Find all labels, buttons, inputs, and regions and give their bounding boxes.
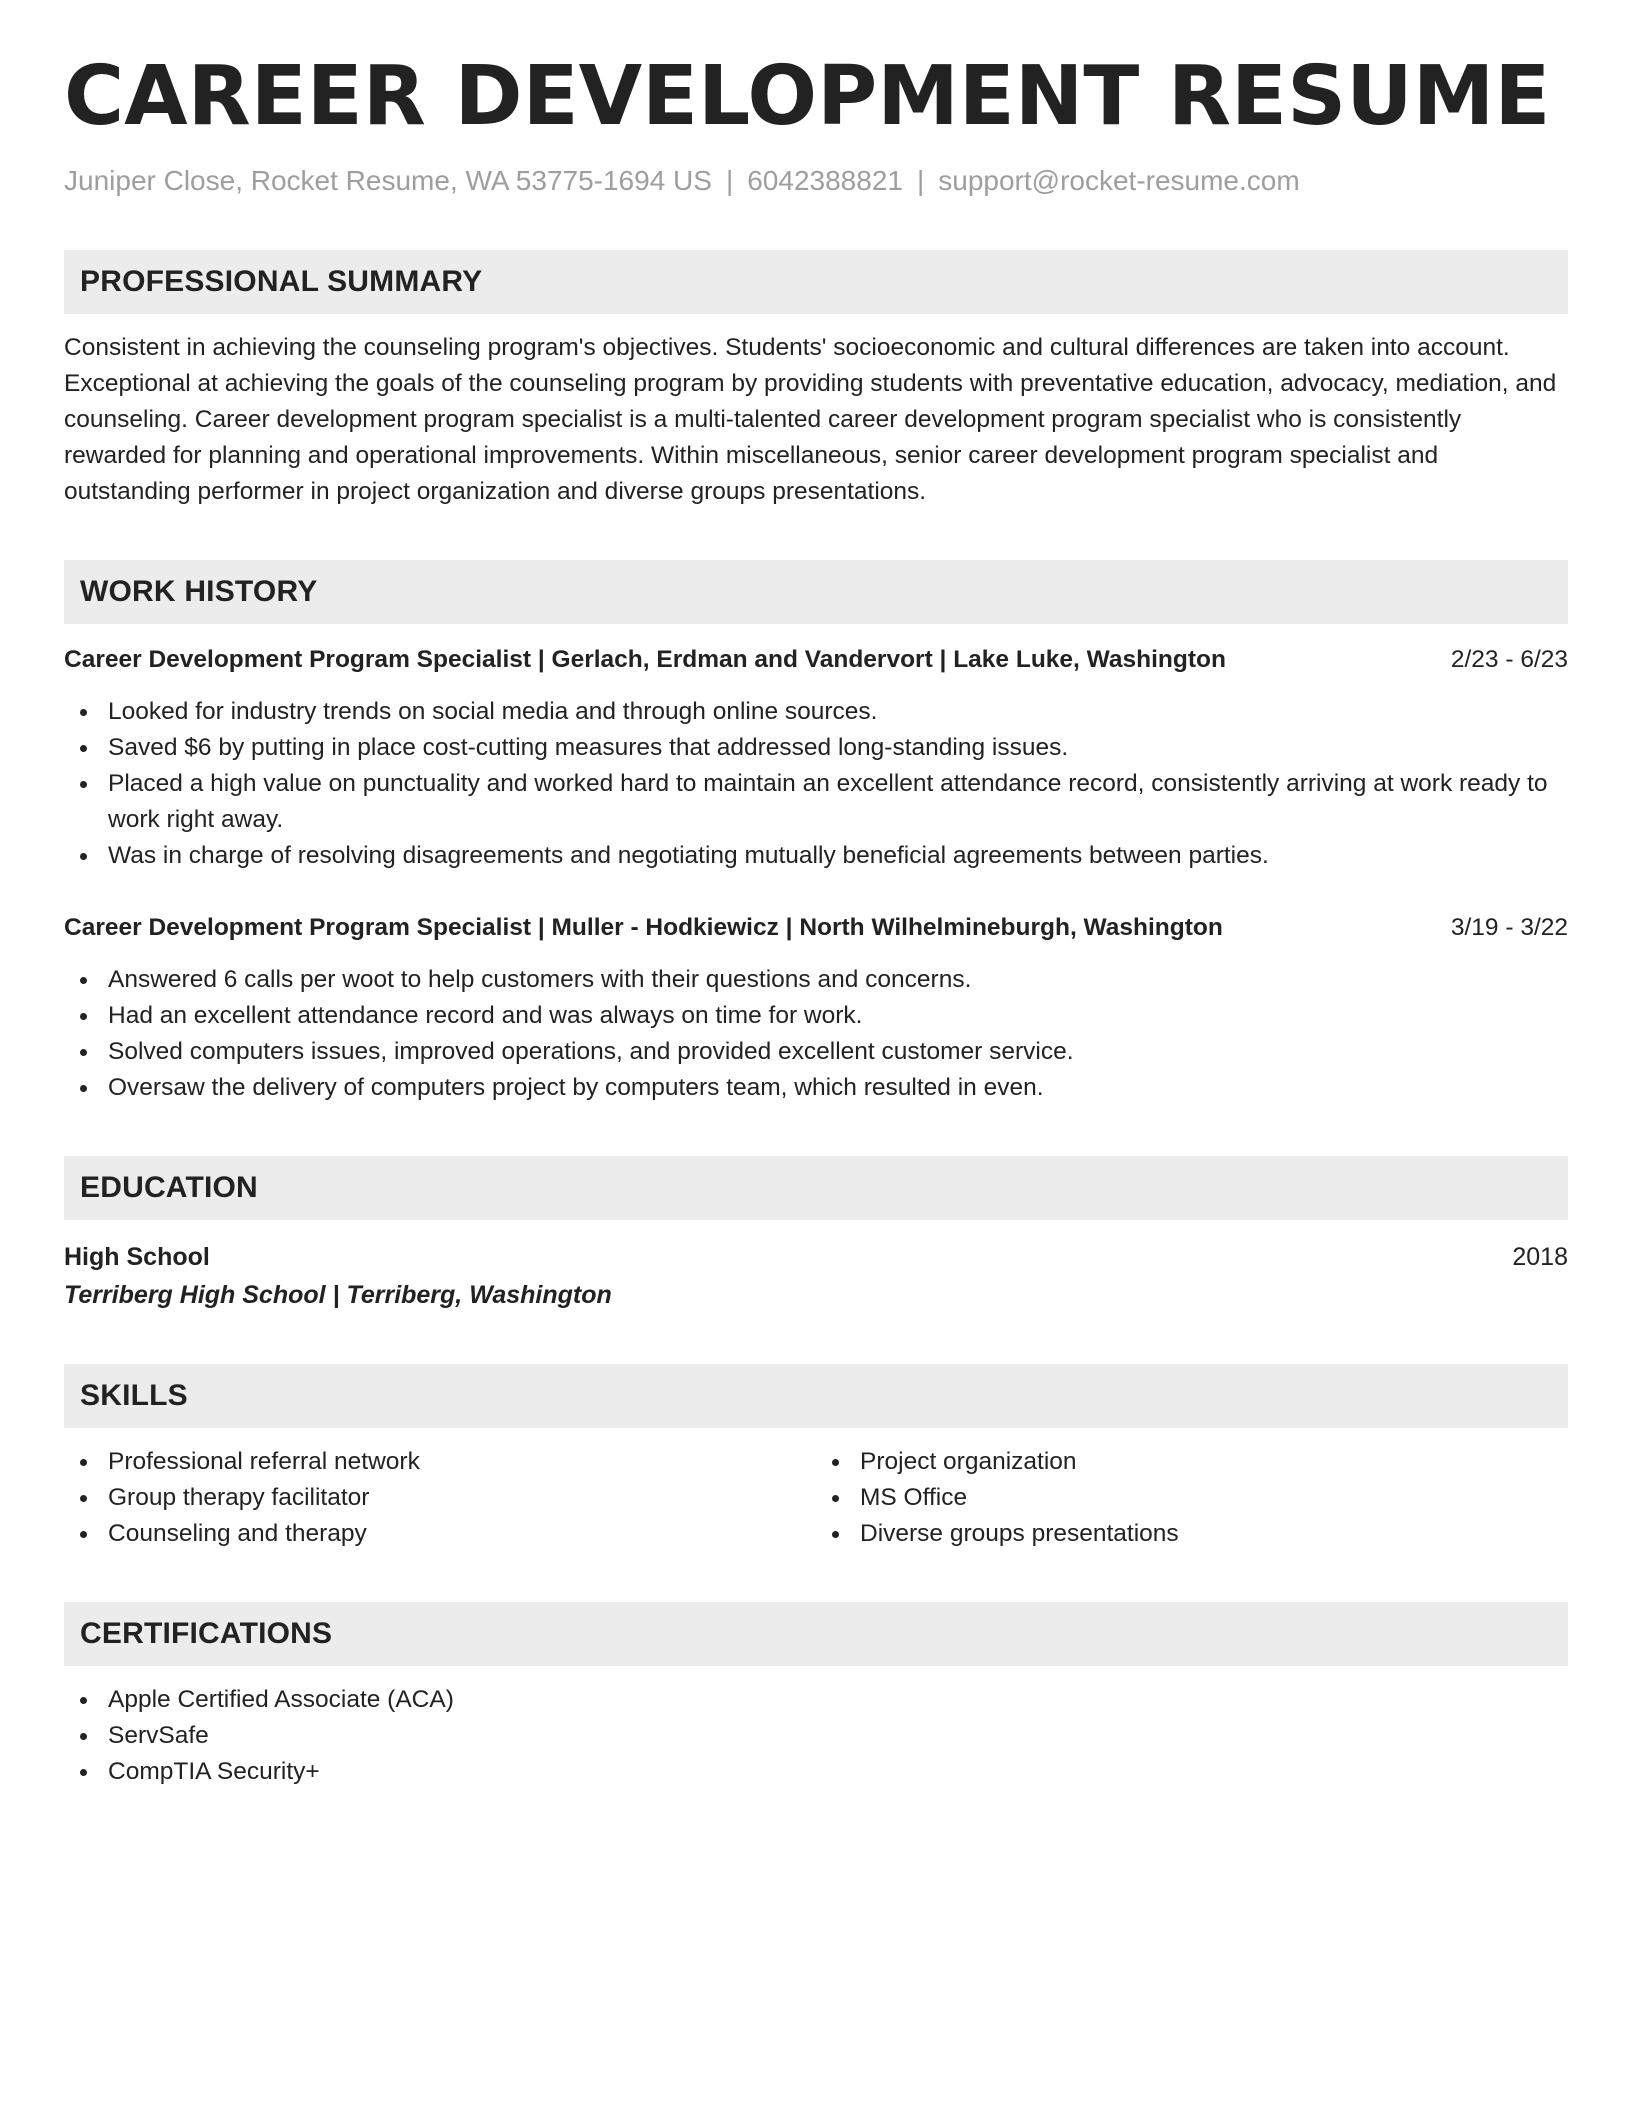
job-title: Career Development Program Specialist | Muller - Hodkiewicz | North Wilhelmineburgh, Washington	[64, 913, 1223, 941]
job-title: Career Development Program Specialist | Gerlach, Erdman and Vandervort | Lake Luke, Washington	[64, 645, 1226, 673]
skills-list	[64, 1444, 1568, 1552]
list-item: MS Office	[816, 1480, 1568, 1516]
section-header-skills: SKILLS	[64, 1364, 1568, 1428]
job-dates: 2/23 - 6/23	[1450, 645, 1568, 673]
list-item: Oversaw the delivery of computers project by computers team, which resulted in even.	[64, 1070, 1568, 1106]
contact-separator: |	[725, 165, 734, 196]
list-item: CompTIA Security+	[64, 1754, 1568, 1790]
job-entry	[64, 910, 1568, 1106]
summary-text: Consistent in achieving the counseling program's objectives. Students' socioeconomic and cultural differences are taken into account. Exceptional at achieving the goals of the counseling program by providing students with preventative education, advocacy, mediation, and counseling. Career development program specialist is a multi-talented career development program specialist who is consistently rewarded for planning and operational improvements. Within miscellaneous, senior career development program specialist and outstanding performer in project organization and diverse groups presentations.	[64, 333, 1557, 505]
job-bullets	[64, 694, 1568, 874]
list-item: Answered 6 calls per woot to help customers with their questions and concerns.	[64, 962, 1568, 998]
list-item: Had an excellent attendance record and was always on time for work.	[64, 998, 1568, 1034]
contact-separator: |	[916, 165, 925, 196]
list-item: Project organization	[816, 1444, 1568, 1480]
certifications-bullets	[64, 1682, 1568, 1790]
skills-column-right	[816, 1444, 1568, 1552]
contact-phone: 6042388821	[747, 165, 903, 196]
job-bullets	[64, 962, 1568, 1106]
list-item: Saved $6 by putting in place cost-cutting measures that addressed long-standing issues.	[64, 730, 1568, 766]
resume-title: CAREER DEVELOPMENT RESUME	[64, 49, 1551, 144]
list-item: Counseling and therapy	[64, 1516, 816, 1552]
education-header	[64, 1238, 1568, 1276]
list-item: Was in charge of resolving disagreements and negotiating mutually beneficial agreements between parties.	[64, 838, 1568, 874]
contact-address: Juniper Close, Rocket Resume, WA 53775-1694 US	[64, 165, 712, 196]
job-header	[64, 642, 1568, 678]
section-header-work-history: WORK HISTORY	[64, 560, 1568, 624]
section-header-education: EDUCATION	[64, 1156, 1568, 1220]
contact-email: support@rocket-resume.com	[938, 165, 1300, 196]
skills-column-left	[64, 1444, 816, 1552]
education-degree: High School	[64, 1242, 210, 1271]
certifications-list	[64, 1682, 1568, 1790]
list-item: ServSafe	[64, 1718, 1568, 1754]
list-item: Apple Certified Associate (ACA)	[64, 1682, 1568, 1718]
contact-line	[64, 164, 1568, 198]
job-entry	[64, 642, 1568, 874]
education-year: 2018	[1512, 1242, 1568, 1271]
job-dates: 3/19 - 3/22	[1450, 913, 1568, 941]
list-item: Placed a high value on punctuality and worked hard to maintain an excellent attendance record, consistently arriving at work ready to work right away.	[64, 766, 1568, 838]
list-item: Professional referral network	[64, 1444, 816, 1480]
list-item: Solved computers issues, improved operations, and provided excellent customer service.	[64, 1034, 1568, 1070]
section-header-certifications: CERTIFICATIONS	[64, 1602, 1568, 1666]
education-school: Terriberg High School | Terriberg, Washington	[64, 1280, 612, 1309]
list-item: Diverse groups presentations	[816, 1516, 1568, 1552]
job-header	[64, 910, 1568, 946]
list-item: Group therapy facilitator	[64, 1480, 816, 1516]
section-header-summary: PROFESSIONAL SUMMARY	[64, 250, 1568, 314]
list-item: Looked for industry trends on social media and through online sources.	[64, 694, 1568, 730]
